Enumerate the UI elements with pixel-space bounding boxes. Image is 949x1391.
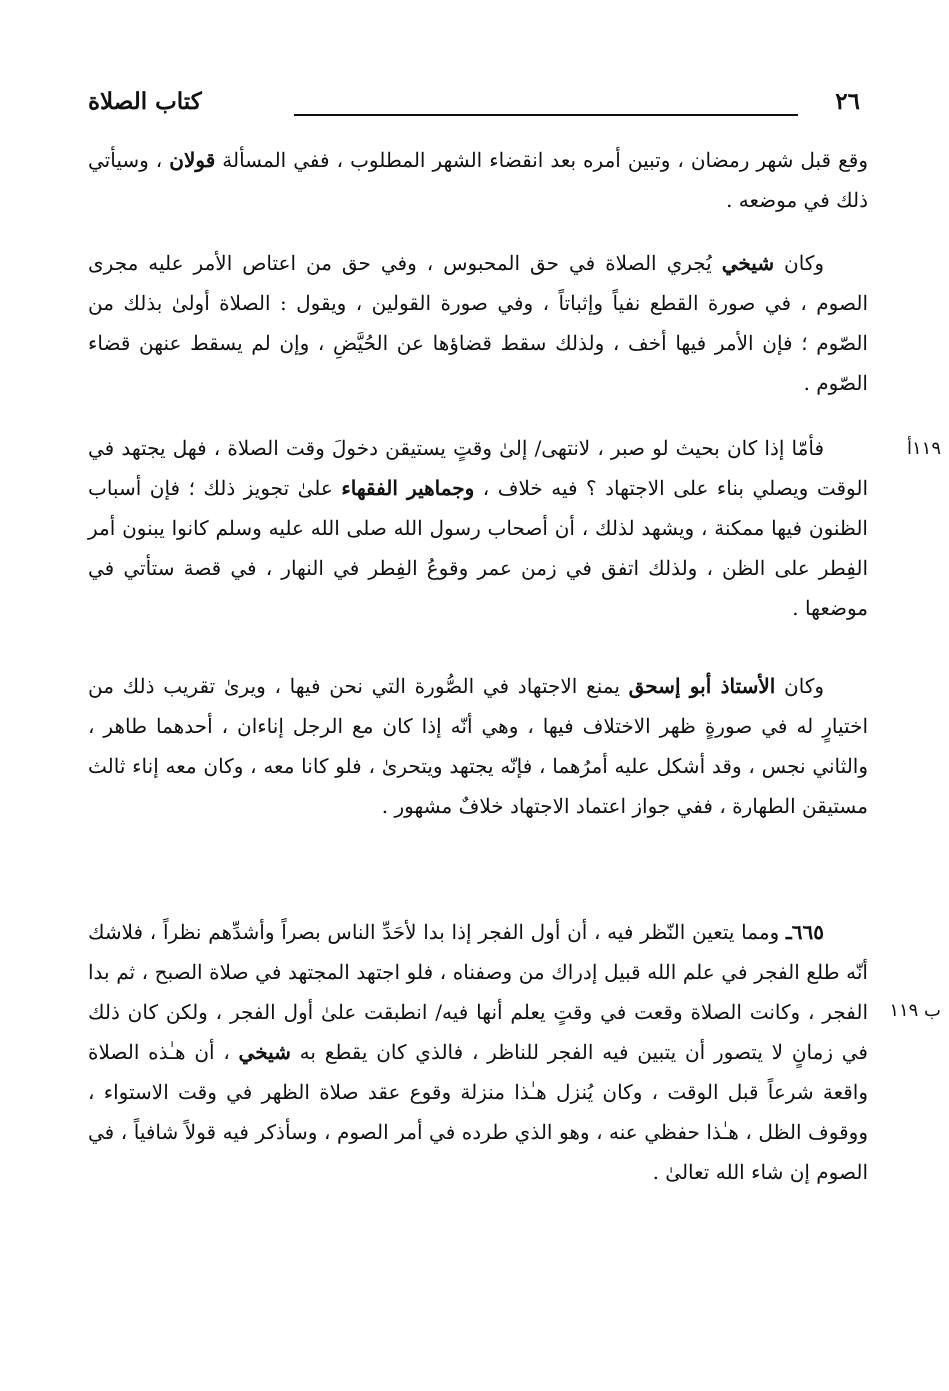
section-number: ٦٦٥ـ xyxy=(785,920,824,944)
header-rule xyxy=(294,114,798,116)
running-header xyxy=(88,88,860,124)
bold-term: شيخي xyxy=(721,251,775,275)
page-number: ٢٦ xyxy=(835,88,860,115)
text-block-3 xyxy=(88,428,868,628)
paragraph-5 xyxy=(88,912,868,1192)
bold-term: شيخي xyxy=(238,1040,291,1064)
paragraph-text: وكان xyxy=(774,251,824,275)
bold-term: قولان xyxy=(169,148,216,172)
bold-term: الأستاذ أبو إسحق xyxy=(628,674,776,698)
margin-note-folio-b: ب ١١٩ xyxy=(889,1000,941,1021)
book-title: كتاب الصلاة xyxy=(88,88,202,115)
paragraph-text: يُجري الصلاة في حق المحبوس ، وفي حق من اعتاص الأمر عليه مجرى الصوم ، في صورة القطع نفياً وإثباتاً ، وفي صورة القولين ، ويقول : الصلاة أولىٰ بذلك من الصّوم ؛ فإن الأمر فيها أخف ، ولذلك سقط قضاؤها عن الحُيَّضِ ، وإن لم يسقط عنهن قضاء الصّوم . xyxy=(88,251,868,395)
paragraph-text: وقع قبل شهر رمضان ، وتبين أمره بعد انقضاء الشهر المطلوب ، ففي المسألة xyxy=(215,148,868,172)
margin-note-folio-a: ١١٩أ xyxy=(906,438,941,459)
paragraph-text: ومما يتعين النّظر فيه ، أن أول الفجر إذا بدا لأحَدِّ الناس بصراً وأشدِّهم نظراً ، فلاشك أنّه طلع الفجر في علم الله قبيل إدراك من وصفناه ، فلو اجتهد المجتهد في صلاة الصبح ، ثم بدا الفجر ، وكانت الصلاة وقعت في وقتٍ يعلم أنها فيه/ انطبقت علىٰ أول الفجر ، ولكن كان ذلك في زمانٍ لا يتصور أن يتبين فيه الفجر للناظر ، فالذي كان يقطع به xyxy=(88,920,868,1064)
text-block-4 xyxy=(88,666,868,826)
paragraph-text: علىٰ تجويز ذلك ؛ فإن أسباب الظنون فيها ممكنة ، ويشهد لذلك ، أن أصحاب رسول الله صلى الله عليه وسلم كانوا يبنون أمر الفِطر على الظن ، ولذلك اتفق في زمن عمر وقوعُ الفِطر في النهار ، في قصة ستأتي في موضعها . xyxy=(88,476,868,620)
paragraph-text: ، وسيأتي ذلك في موضعه . xyxy=(88,148,868,212)
paragraph-2 xyxy=(88,243,868,403)
text-block-2 xyxy=(88,243,868,403)
text-block-5 xyxy=(88,912,868,1192)
bold-term: وجماهير الفقهاء xyxy=(341,476,475,500)
paragraph-text: فأمّا إذا كان بحيث لو صبر ، لانتهى/ إلىٰ وقتٍ يستيقن دخولَ وقت الصلاة ، فهل يجتهد في الوقت ويصلي بناء على الاجتهاد ؟ فيه خلاف ، xyxy=(88,436,868,500)
paragraph-3 xyxy=(88,428,868,628)
paragraph-text: ، أن هـٰذه الصلاة واقعة شرعاً قبل الوقت ، وكان يُنزل هـٰذا منزلة وقوع عقد صلاة الظهر في وقت الاستواء ، ووقوف الظل ، هـٰذا حفظي عنه ، وهو الذي طرده في أمر الصوم ، وسأذكر فيه قولاً شافياً ، في الصوم إن شاء الله تعالىٰ . xyxy=(88,1040,868,1184)
paragraph-4 xyxy=(88,666,868,826)
text-block-1 xyxy=(88,140,868,220)
paragraph-text: وكان xyxy=(775,674,825,698)
paragraph-1 xyxy=(88,140,868,220)
paragraph-text: يمنع الاجتهاد في الصُّورة التي نحن فيها ، ويرىٰ تقريب ذلك من اختيارٍ له في صورةٍ ظهر الاختلاف فيها ، وهي أنّه إذا كان مع الرجل إناءان ، أحدهما طاهر ، والثاني نجس ، وقد أشكل عليه أمرُهما ، فإنّه يجتهد ويتحرىٰ ، فلو كانا معه ، وكان معه إناء ثالث مستيقن الطهارة ، ففي جواز اعتماد الاجتهاد خلافٌ مشهور . xyxy=(88,674,868,818)
